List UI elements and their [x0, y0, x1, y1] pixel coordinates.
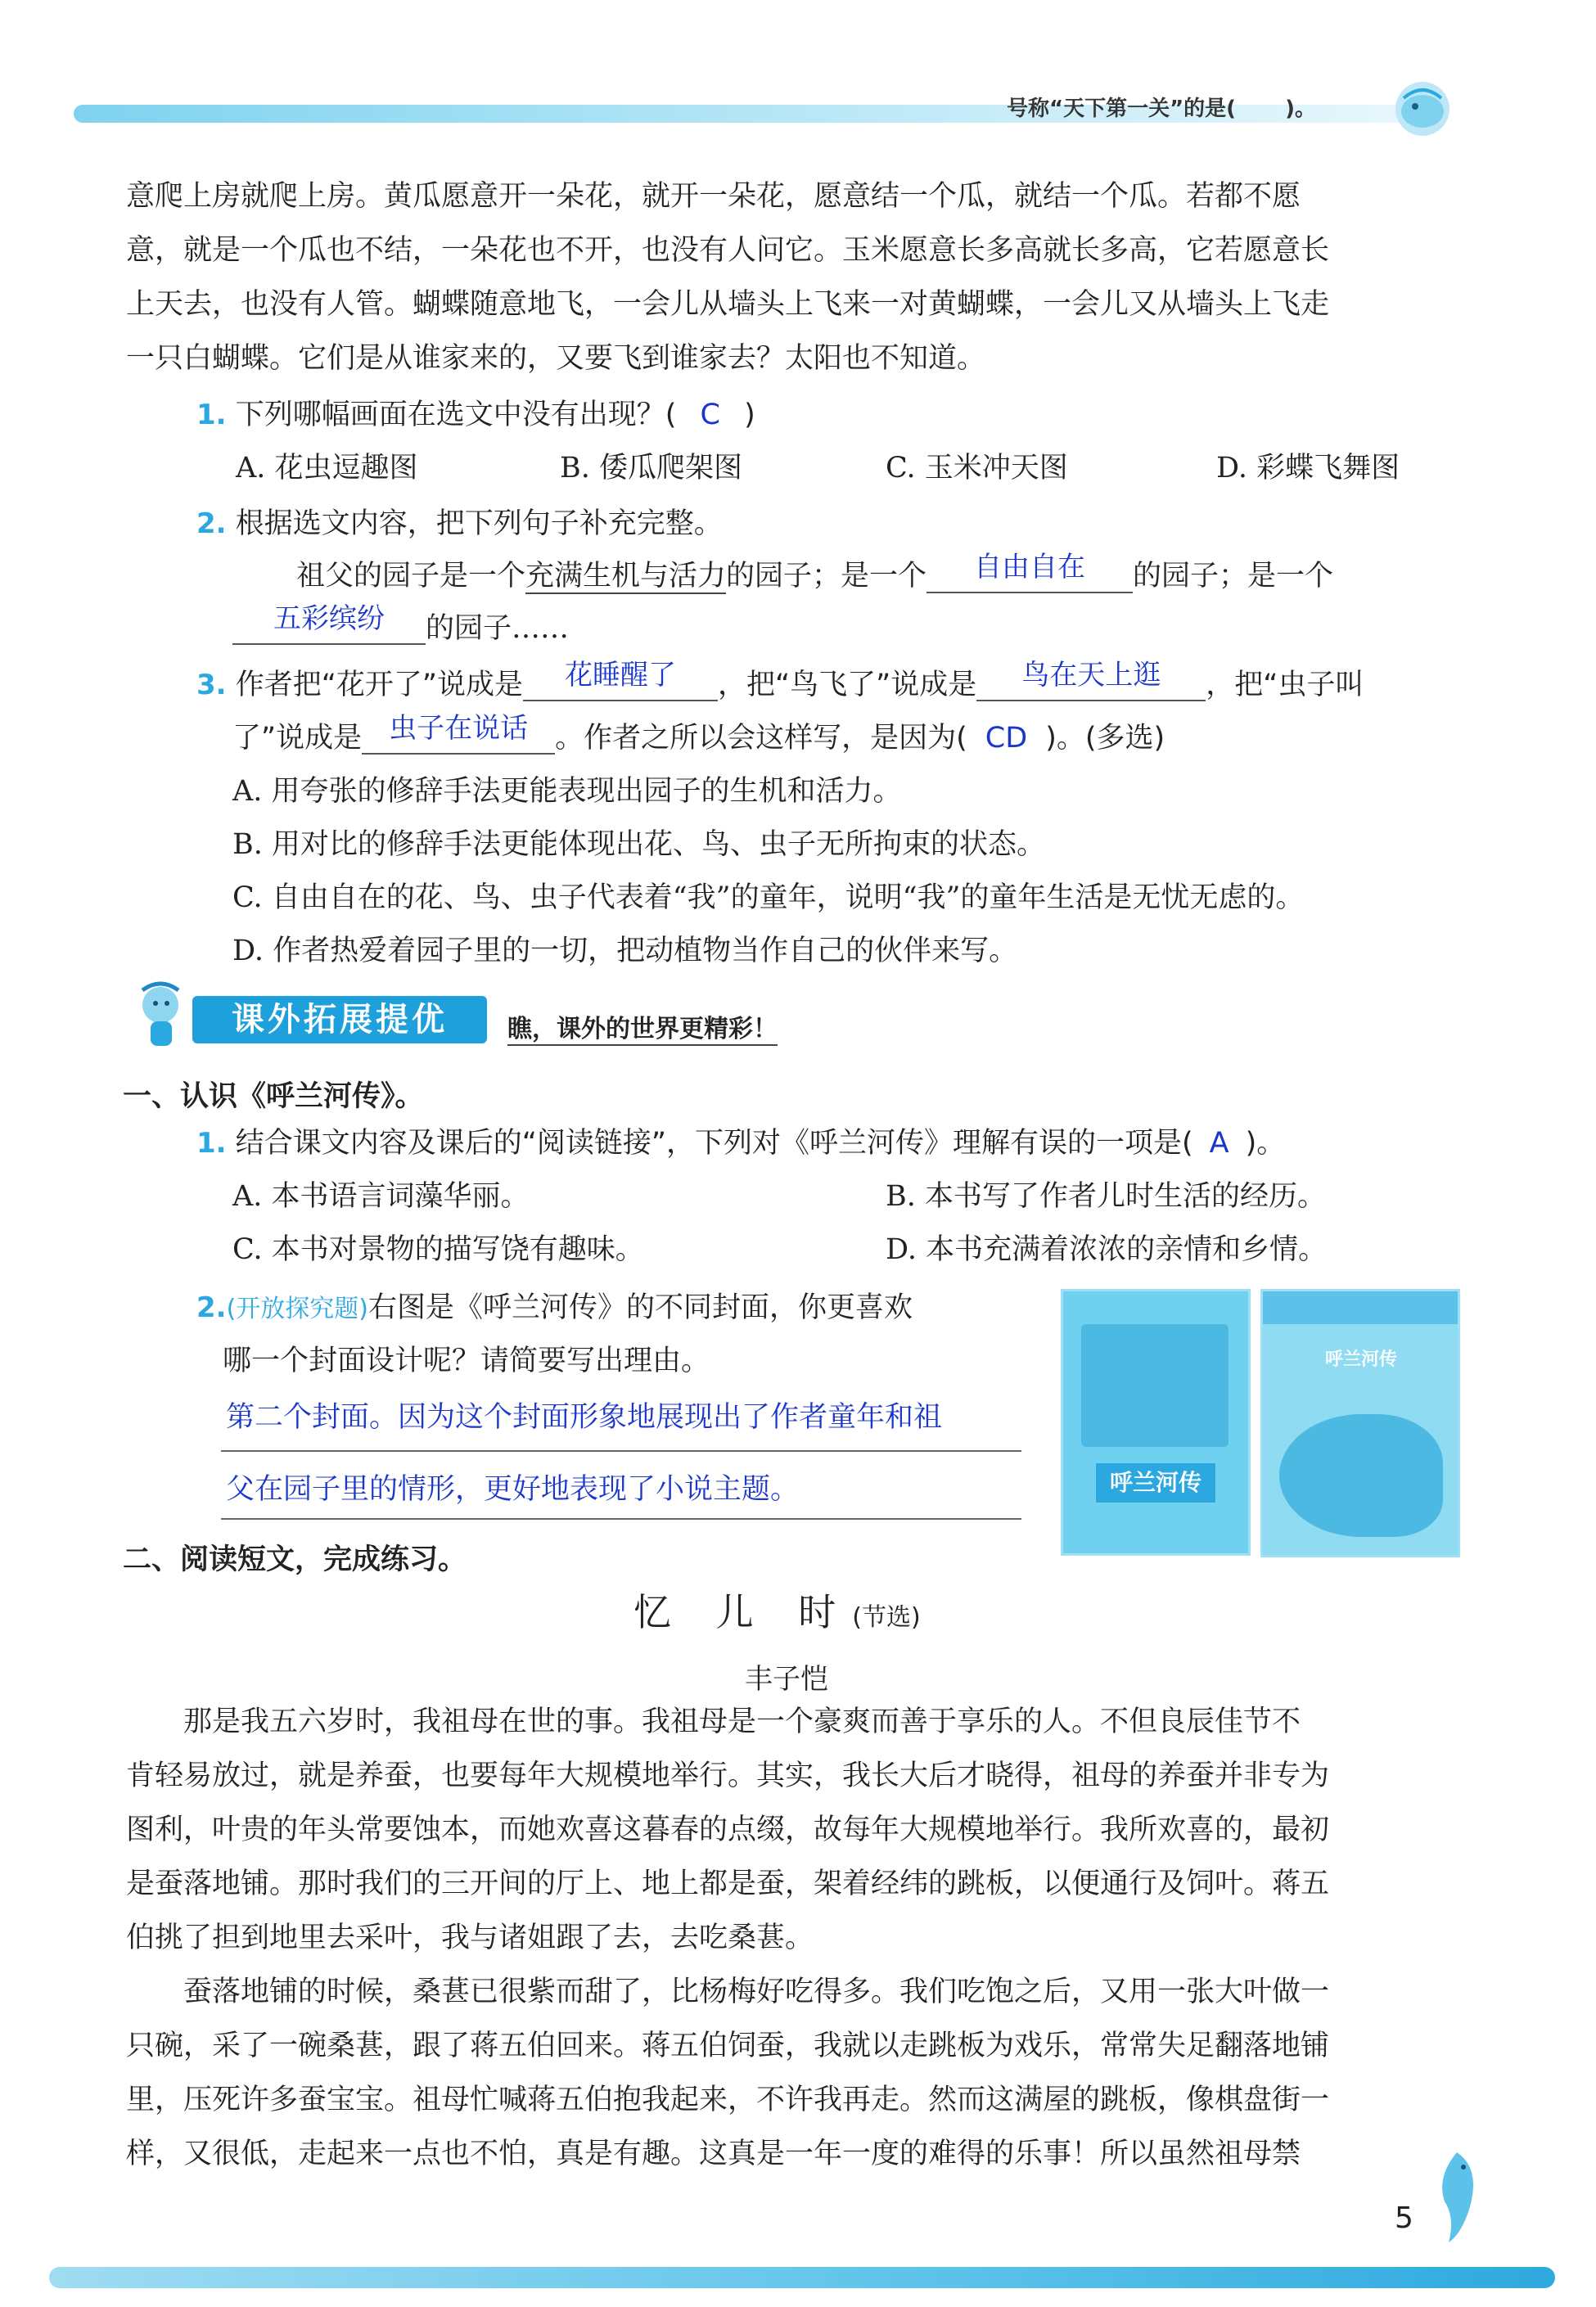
- cover-2-title: 呼兰河传: [1324, 1350, 1397, 1370]
- answer-line-2: 父在园子里的情形，更好地表现了小说主题。: [226, 1473, 800, 1506]
- passage-line: 蚕落地铺的时候，桑葚已很紫而甜了，比杨梅好吃得多。我们吃饱之后，又用一张大叶做一: [183, 1976, 1330, 2008]
- option-b: B. 倭瓜爬架图: [560, 452, 742, 484]
- passage-line: 伯挑了担到地里去采叶，我与诸姐跟了去，去吃桑葚。: [126, 1922, 814, 1954]
- passage-1: [126, 180, 1329, 396]
- banner-mascot-icon: [129, 979, 195, 1052]
- passage-line: 肯轻易放过，就是养蚕，也要每年大规模地举行。其实，我长大后才晓得，祖母的养蚕并非专为: [126, 1760, 1330, 1792]
- dolphin-footer-icon: [1424, 2144, 1490, 2251]
- book-cover-1: [1061, 1289, 1251, 1556]
- option-a: A. 花虫逗趣图: [236, 452, 418, 484]
- section-2-heading: 二、阅读短文，完成练习。: [123, 1543, 467, 1576]
- passage-line: 只碗，采了一碗桑葚，跟了蒋五伯回来。蒋五伯饲蚕，我就以走跳板为戏乐，常常失足翻落地铺: [126, 2030, 1330, 2062]
- passage-line: 是蚕落地铺。那时我们的三开间的厅上、地上都是蚕，架着经纬的跳板，以便通行及饲叶。蒋五: [126, 1868, 1330, 1900]
- passage-2: [126, 1705, 1329, 2192]
- q3-option-b: B. 用对比的修辞手法更能体现出花、鸟、虫子无所拘束的状态。: [232, 828, 1045, 861]
- section-1-question-2-cont: 哪一个封面设计呢？请简要写出理由。: [223, 1345, 710, 1377]
- question-1: 1. 下列哪幅画面在选文中没有出现？( C ): [196, 399, 755, 431]
- s1-option-c: C. 本书对景物的描写饶有趣味。: [232, 1233, 644, 1266]
- answer-s1-q1: A: [1209, 1127, 1229, 1160]
- section-1-question-2: 2.(开放探究题)右图是《呼兰河传》的不同封面，你更喜欢: [196, 1291, 913, 1324]
- section-1-heading: 一、认识《呼兰河传》。: [123, 1080, 424, 1113]
- option-d: D. 彩蝶飞舞图: [1216, 452, 1400, 484]
- article-title: 忆 儿 时(节选): [633, 1590, 921, 1634]
- blank-q2-2: 五彩缤纷: [232, 612, 426, 645]
- footer-band: [49, 2267, 1555, 2288]
- s1-option-d: D. 本书充满着浓浓的亲情和乡情。: [886, 1233, 1328, 1266]
- passage-line: 样，又很低，走起来一点也不怕，真是有趣。这真是一年一度的难得的乐事！所以虽然祖母禁: [126, 2138, 1301, 2170]
- q3-option-d: D. 作者热爱着园子里的一切，把动植物当作自己的伙伴来写。: [232, 935, 1018, 967]
- underlined-phrase: 充满生机与活力: [525, 560, 727, 593]
- q3-option-a: A. 用夸张的修辞手法更能表现出园子的生机和活力。: [232, 775, 902, 808]
- question-3: 3. 作者把“花开了”说成是 花睡醒了 ，把“鸟飞了”说成是 鸟在天上逛 ，把“虫子叫: [196, 659, 1364, 701]
- option-c: C. 玉米冲天图: [886, 452, 1068, 484]
- passage-line: 意，就是一个瓜也不结，一朵花也不开，也没有人问它。玉米愿意长多高就长多高，它若愿意长: [126, 234, 1330, 267]
- question-3-cont: 了”说成是 虫子在说话 。作者之所以会这样写，是因为( CD )。(多选): [232, 712, 1165, 755]
- answer-underline-1: [221, 1449, 1021, 1452]
- blank-q3-1: 花睡醒了: [523, 669, 718, 701]
- question-2-sentence: 祖父的园子是一个充满生机与活力的园子；是一个 自由自在 的园子；是一个: [296, 551, 1334, 593]
- article-author: 丰子恺: [745, 1663, 828, 1696]
- blank-q3-3: 虫子在说话: [362, 722, 555, 755]
- dolphin-mascot-icon: [1395, 82, 1449, 136]
- passage-line: 意爬上房就爬上房。黄瓜愿意开一朵花，就开一朵花，愿意结一个瓜，就结一个瓜。若都不愿: [126, 180, 1301, 213]
- page-number: 5: [1395, 2201, 1413, 2235]
- answer-q3: CD: [985, 722, 1028, 755]
- question-2-sentence-cont: 五彩缤纷 的园子……: [232, 612, 569, 645]
- section-1-question-1: 1. 结合课文内容及课后的“阅读链接”，下列对《呼兰河传》理解有误的一项是( A )。: [196, 1127, 1286, 1160]
- q3-option-c: C. 自由自在的花、鸟、虫子代表着“我”的童年，说明“我”的童年生活是无忧无虑的。: [232, 881, 1305, 914]
- passage-line: 一只白蝴蝶。它们是从谁家来的，又要飞到谁家去？太阳也不知道。: [126, 342, 986, 375]
- cover-1-title: 呼兰河传: [1096, 1463, 1215, 1503]
- passage-line: 那是我五六岁时，我祖母在世的事。我祖母是一个豪爽而善于享乐的人。不但良辰佳节不: [183, 1705, 1301, 1738]
- banner-subtitle: 瞧，课外的世界更精彩！: [507, 1008, 778, 1046]
- passage-line: 里，压死许多蚕宝宝。祖母忙喊蒋五伯抱我起来，不许我再走。然而这满屋的跳板，像棋盘街一: [126, 2084, 1330, 2116]
- passage-line: 图利，叶贵的年头常要蚀本，而她欢喜这暮春的点缀，故每年大规模地举行。我所欢喜的，最初: [126, 1814, 1330, 1846]
- passage-line: 上天去，也没有人管。蝴蝶随意地飞，一会儿从墙头上飞来一对黄蝴蝶，一会儿又从墙头上飞走: [126, 288, 1330, 321]
- s1-option-b: B. 本书写了作者儿时生活的经历。: [886, 1180, 1326, 1213]
- s1-option-a: A. 本书语言词藻华丽。: [232, 1180, 530, 1213]
- banner-title: 课外拓展提优: [192, 996, 487, 1043]
- blank-q2-1: 自由自在: [926, 561, 1133, 593]
- header-hint: 号称“天下第一关”的是( )。: [1007, 97, 1316, 121]
- answer-q1: C: [700, 399, 720, 431]
- blank-q3-2: 鸟在天上逛: [976, 669, 1206, 701]
- answer-underline-2: [221, 1516, 1021, 1520]
- answer-line-1: 第二个封面。因为这个封面形象地展现出了作者童年和祖: [226, 1401, 943, 1434]
- question-2: 2. 根据选文内容，把下列句子补充完整。: [196, 507, 723, 540]
- book-cover-2: [1260, 1289, 1460, 1557]
